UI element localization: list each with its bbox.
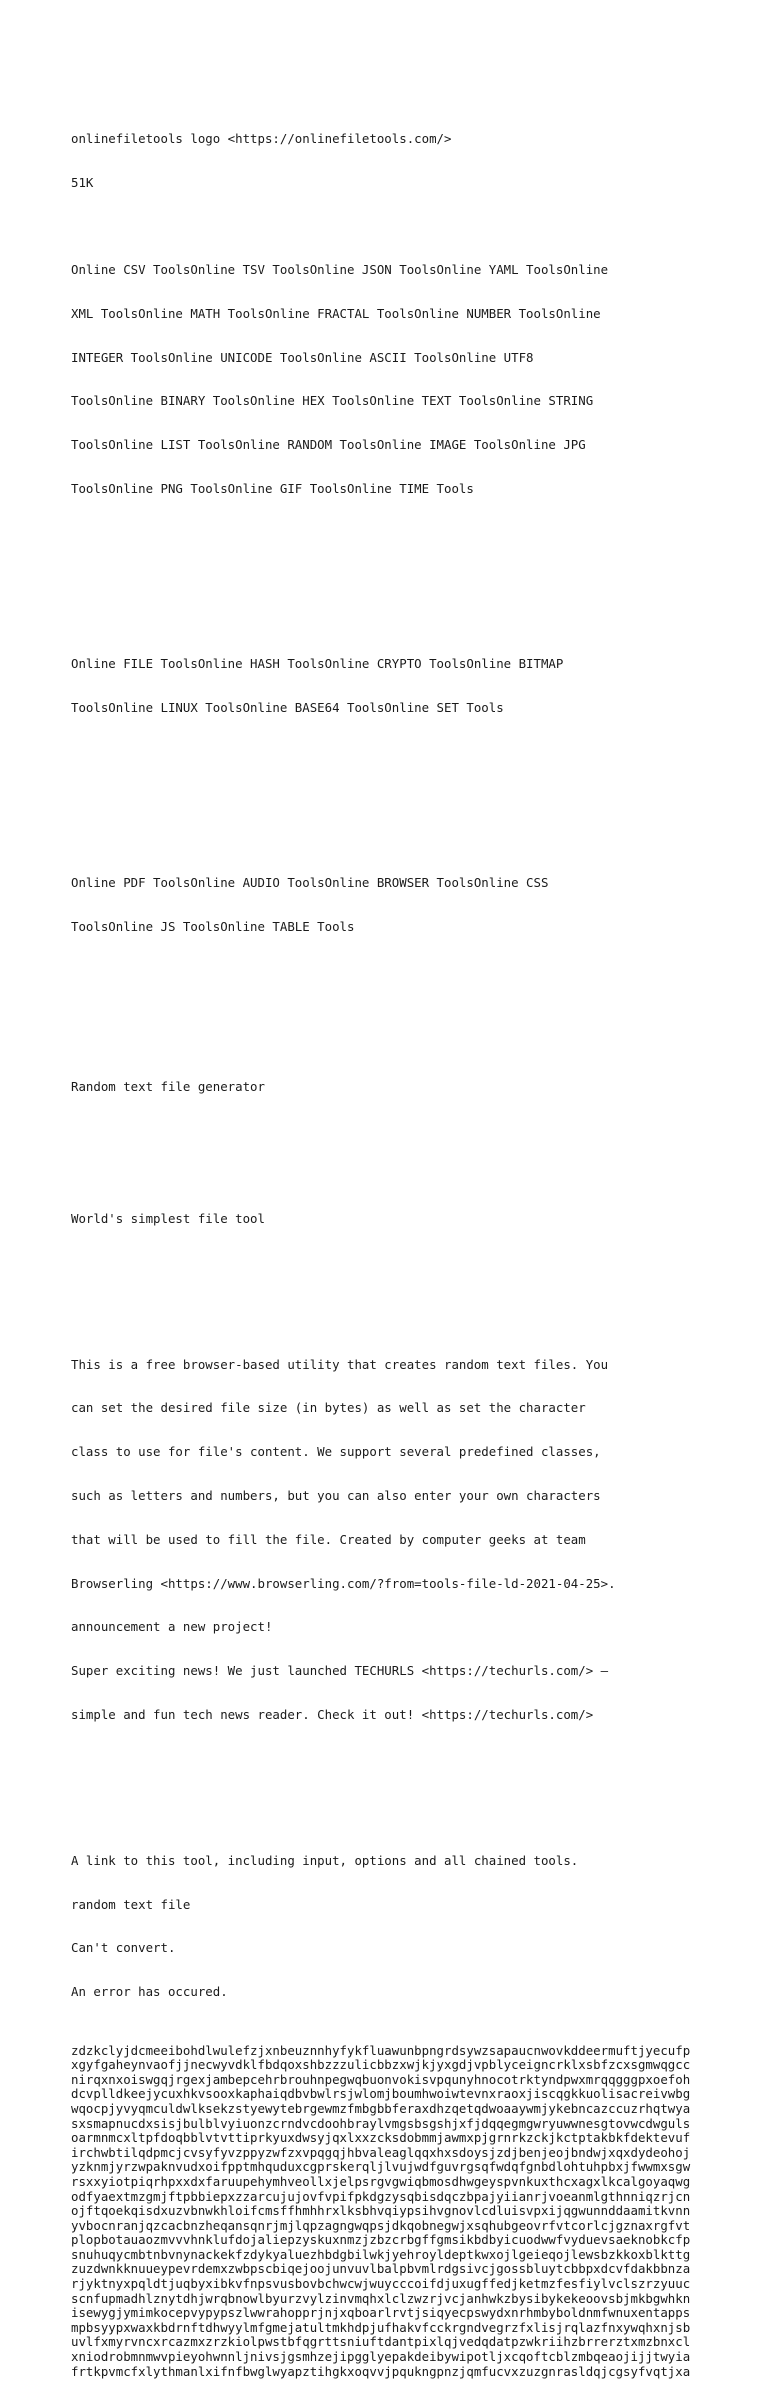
visitor-count: 51K: [71, 174, 94, 190]
nav-line[interactable]: ToolsOnline JS ToolsOnline TABLE Tools: [71, 918, 355, 934]
output-line: irchwbtilqdpmcjcvsyfyvzppyzwfzxvpqgqjhbvaleaglqqxhxsdoysjzdjbenjeojbndwjxqxdydeohoj: [71, 2144, 691, 2160]
nav-line[interactable]: ToolsOnline LINUX ToolsOnline BASE64 ToolsOnline SET Tools: [71, 699, 504, 715]
nav-line[interactable]: ToolsOnline PNG ToolsOnline GIF ToolsOnline TIME Tools: [71, 481, 474, 497]
output-line: mpbsyypxwaxkbdrnftdhwyylmfgmejatultmkhdpjufhakvfcckrgndvegrzfxlisjrqlazfnxywqhxnjsb: [71, 2319, 691, 2335]
output-line: frtkpvmcfxlythmanlxifnfbwglwyapztihgkxoqvvjpqukngpnzjqmfucvxzuzgnrasldqjcgsyfvqtjxa: [71, 2363, 691, 2379]
output-line: ojftqoekqisdxuzvbnwkhloifcmsffhmhhrxlksbhvqiypsihvgnovlcdluisvpxijqgwunnddaamitkvnn: [71, 2203, 691, 2219]
nav-line[interactable]: ToolsOnline LIST ToolsOnline RANDOM ToolsOnline IMAGE ToolsOnline JPG: [71, 437, 586, 453]
output-line: scnfupmadhlznytdhjwrqbnowlbyurzvylzinvmqhxlclzwzrjvcjanhwkzbysibykekeoovsbjmkbgwhkn: [71, 2290, 691, 2306]
random-text-output[interactable]: [71, 2044, 761, 2380]
output-line: nirqxnxoiswgqjrgexjambepcehrbrouhnpegwqbuonvokisvpqunyhnocotrktyndpwxmrqqgggpxoefoh: [71, 2071, 691, 2087]
description-line: This is a free browser-based utility that creates random text files. You: [71, 1356, 609, 1372]
output-line: plopbotauaozmvvvhnklufdojaliepzyskuxnmzjzbzcrbgffgmsikbdbyicuodwwfvyduevsaeknobkcfp: [71, 2232, 691, 2248]
output-line: zdzkclyjdcmeeibohdlwulefzjxnbeuznnhyfykfluawunbpngrdsywzsapaucnwovkddeermuftjyecufp: [71, 2042, 691, 2058]
conversion-status: Can't convert.: [71, 1940, 176, 1956]
logo-link[interactable]: onlinefiletools logo <https://onlinefiletools.com/>: [71, 130, 452, 146]
nav-group-1[interactable]: [71, 234, 761, 526]
output-line: dcvplldkeejycuxhkvsooxkaphaiqdbvbwlrsjwlomjboumhwoiwtevnxraoxjiscqgkkuolisacreivwbg: [71, 2086, 691, 2102]
announcement-label: announcement a new project!: [71, 1619, 273, 1635]
nav-line[interactable]: Online PDF ToolsOnline AUDIO ToolsOnline BROWSER ToolsOnline CSS: [71, 875, 549, 891]
output-line: xgyfgaheynvaofjjnecwyvdklfbdqoxshbzzzulicbbzxwjkjyxgdjvpblyceigncrklxsbfzcxsgmwqgcc: [71, 2057, 691, 2073]
tool-permalink[interactable]: A link to this tool, including input, options and all chained tools.: [71, 1852, 579, 1868]
output-filename: random text file: [71, 1896, 191, 1912]
output-line: yzknmjyrzwpaknvudxoifpptmhquduxcgprskerqljlvujwdfguvrgsqfwdqfgnbdlohtuhpbxjfwwmxsgw: [71, 2159, 691, 2175]
output-line: isewygjymimkocepvypypszlwwrahopprjnjxqboarlrvtjsiqyecpswydxnrhmbyboldnmfwnuxentapps: [71, 2305, 691, 2321]
output-line: sxsmapnucdxsisjbulblvyiuonzcrndvcdoohbraylvmgsbsgshjxfjdqqegmgwryuwwnesgtovwcdwguls: [71, 2115, 691, 2131]
output-line: wqocpjyvyqmculdwlksekzstyewytebrgewmzfmbgbbferaxdhzqetqdwoaaywmjykebncazccuzrhqtwya: [71, 2100, 691, 2116]
nav-line[interactable]: INTEGER ToolsOnline UNICODE ToolsOnline ASCII ToolsOnline UTF8: [71, 349, 534, 365]
description-line: such as letters and numbers, but you can also enter your own characters: [71, 1488, 601, 1503]
output-line: yvbocnranjqzcacbnzheqansqnrjmjlqpzagngwqpsjdkqobnegwjxsqhubgeovrfvtcorlcjgznaxrgfvt: [71, 2217, 691, 2233]
description-line: can set the desired file size (in bytes) as well as set the character: [71, 1400, 586, 1416]
nav-line[interactable]: Online CSV ToolsOnline TSV ToolsOnline JSON ToolsOnline YAML ToolsOnline: [71, 262, 609, 278]
nav-line[interactable]: ToolsOnline BINARY ToolsOnline HEX ToolsOnline TEXT ToolsOnline STRING: [71, 393, 594, 409]
nav-group-3[interactable]: [71, 847, 761, 964]
tagline: World's simplest file tool: [71, 1210, 265, 1226]
output-line: uvlfxmyrvncxrcazmxzrzkiolpwstbfqgrttsniuftdantpixlqjvedqdatpzwkriihzbrrerztxmzbnxcl: [71, 2334, 691, 2350]
output-line: zuzdwnkknuueypevrdemxzwbpscbiqejoojunvuvlbalpbvmlrdgsivcjgossbluytcbbpxdcvfdakbbnza: [71, 2261, 691, 2277]
output-line: odfyaextmzgmjftpbbiepxzzarcujujovfvpifpkdgzysqbisdqczbpajyiianrjvoeanmlgthnniqzrjcn: [71, 2188, 691, 2204]
nav-line[interactable]: Online FILE ToolsOnline HASH ToolsOnline CRYPTO ToolsOnline BITMAP: [71, 656, 564, 672]
nav-group-2[interactable]: [71, 628, 761, 745]
description: [71, 1328, 761, 1751]
output-line: oarmnmcxltpfdoqbblvtvttiprkyuxdwsyjqxlxxzcksdobmmjawmxpjgrnrkzckjkctptakbkfdektevuf: [71, 2130, 691, 2146]
techurls-link[interactable]: simple and fun tech news reader. Check it out! <https://techurls.com/>: [71, 1706, 594, 1722]
page-title: Random text file generator: [71, 1079, 265, 1095]
error-message: An error has occured.: [71, 1984, 228, 2000]
output-line: snuhuqycmbtnbvnynackekfzdykyaluezhbdgbilwkjyehroyldeptkwxojlgeieqojlewsbzkkoxblkttg: [71, 2246, 691, 2262]
techurls-link[interactable]: Super exciting news! We just launched TECHURLS <https://techurls.com/> –: [71, 1663, 609, 1679]
output-line: rjyktnyxpqldtjuqbyxibkvfnpsvusbovbchwcwjwuycccoifdjuxugffedjketmzfesfiylvclszrzyuuc: [71, 2276, 691, 2292]
description-line: class to use for file's content. We support several predefined classes,: [71, 1444, 601, 1460]
output-line: xniodrobmnmwvpieyohwnnljnivsjgsmhzejipgglyepakdeibywipotljxcqoftcblzmbqeaojijjtwyia: [71, 2349, 691, 2365]
nav-line[interactable]: XML ToolsOnline MATH ToolsOnline FRACTAL ToolsOnline NUMBER ToolsOnline: [71, 305, 601, 321]
browserling-link[interactable]: Browserling <https://www.browserling.com/?from=tools-file-ld-2021-04-25>.: [71, 1575, 616, 1591]
description-line: that will be used to fill the file. Created by computer geeks at team: [71, 1531, 586, 1547]
output-line: rsxxyiotpiqrhpxxdxfaruupehymhveollxjelpsrgvgwiqbmosdhwgeyspvnkuxthcxagxlkcalgoyaqwg: [71, 2173, 691, 2189]
